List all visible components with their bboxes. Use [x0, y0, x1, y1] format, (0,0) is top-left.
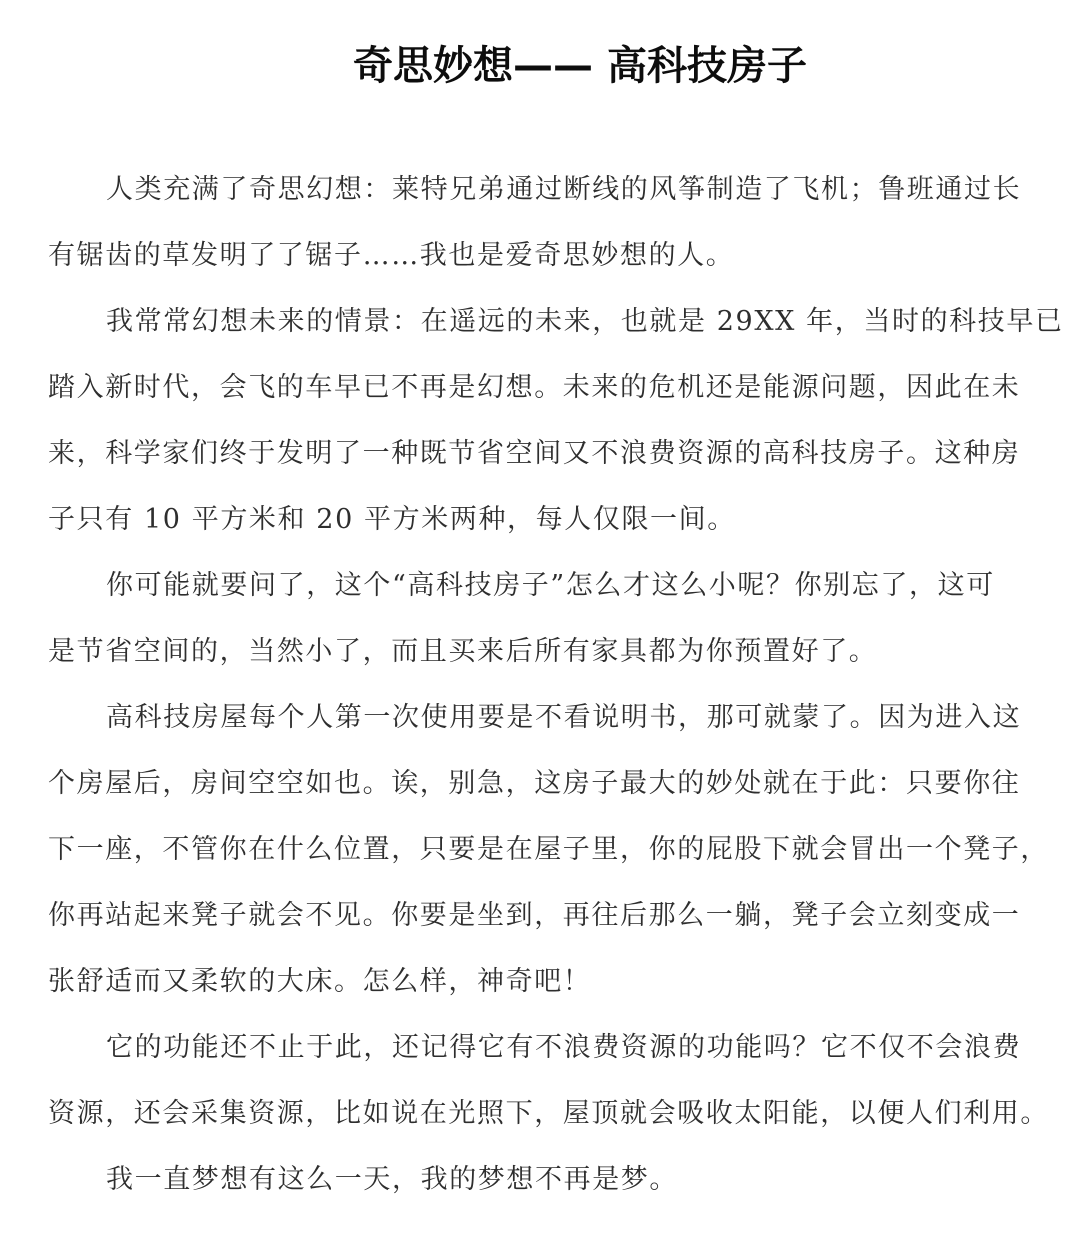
- text-line: 你再站起来凳子就会不见。你要是坐到，再往后那么一躺，凳子会立刻变成一: [48, 900, 1021, 931]
- text-line: 资源，还会采集资源，比如说在光照下，屋顶就会吸收太阳能，以便人们利用。: [48, 1098, 1049, 1129]
- text-line: 有锯齿的草发明了了锯子……我也是爱奇思妙想的人。: [48, 240, 735, 271]
- paragraph: [48, 1020, 1049, 1152]
- paragraph: [48, 690, 1049, 1020]
- text-line: 来，科学家们终于发明了一种既节省空间又不浪费资源的高科技房子。这种房: [48, 438, 1021, 469]
- text-line: 我一直梦想有这么一天，我的梦想不再是梦。: [106, 1164, 678, 1195]
- text-line: 踏入新时代，会飞的车早已不再是幻想。未来的危机还是能源问题，因此在未: [48, 372, 1021, 403]
- text-line: 下一座，不管你在什么位置，只要是在屋子里，你的屁股下就会冒出一个凳子，: [48, 834, 1049, 865]
- paragraph: [48, 294, 1064, 558]
- paragraph: [48, 162, 1038, 294]
- essay-title: 奇思妙想—— 高科技房子: [353, 43, 807, 89]
- paragraph: [48, 558, 1038, 690]
- text-line: 子只有 10 平方米和 20 平方米两种，每人仅限一间。: [48, 504, 736, 535]
- text-line: 是节省空间的，当然小了，而且买来后所有家具都为你预置好了。: [48, 636, 878, 667]
- text-line: 它的功能还不止于此，还记得它有不浪费资源的功能吗？它不仅不会浪费: [106, 1032, 1022, 1063]
- text-line: 高科技房屋每个人第一次使用要是不看说明书，那可就蒙了。因为进入这: [106, 702, 1022, 733]
- text-line: 张舒适而又柔软的大床。怎么样，神奇吧！: [48, 966, 592, 997]
- text-line: 人类充满了奇思幻想：莱特兄弟通过断线的风筝制造了飞机；鲁班通过长: [106, 174, 1022, 205]
- text-line: 我常常幻想未来的情景：在遥远的未来，也就是 29XX 年，当时的科技早已: [106, 306, 1064, 337]
- paragraph: [48, 1152, 1038, 1218]
- text-line: 个房屋后，房间空空如也。诶，别急，这房子最大的妙处就在于此：只要你往: [48, 768, 1021, 799]
- essay-body: [48, 162, 1064, 1218]
- text-line: 你可能就要问了，这个“高科技房子”怎么才这么小呢？你别忘了，这可: [106, 570, 995, 601]
